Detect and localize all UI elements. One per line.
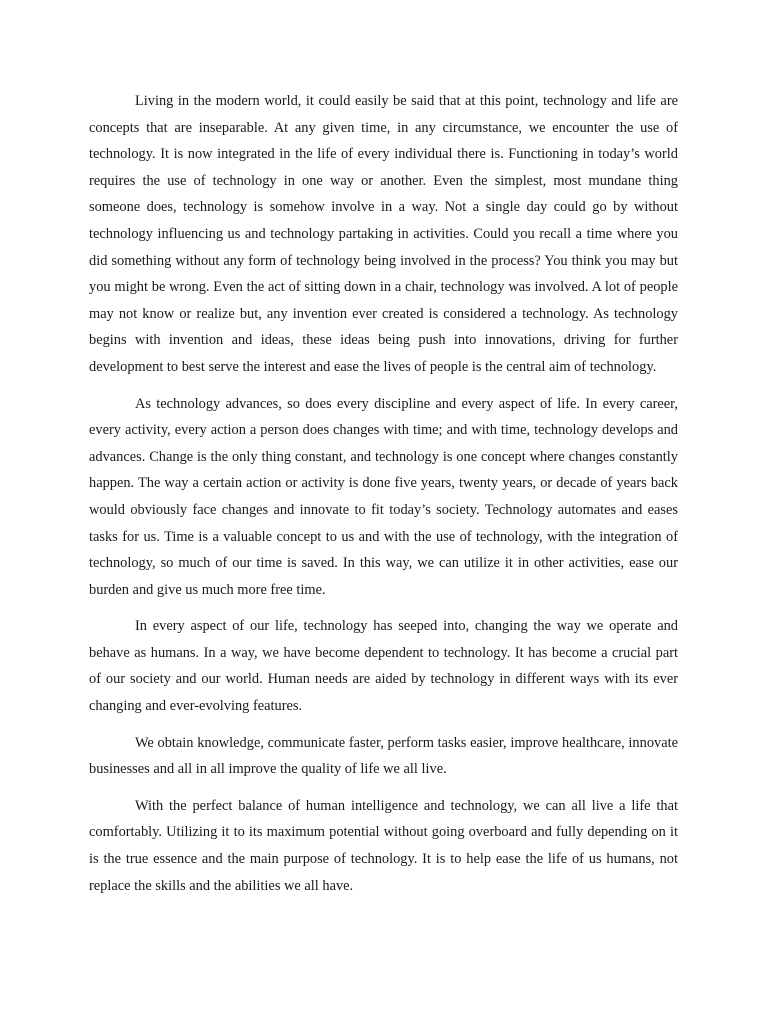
document-body [89,88,678,909]
paragraph-4: We obtain knowledge, communicate faster, perform tasks easier, improve healthcare, innovate businesses and all in all improve the quality of life we all live. [89,734,678,778]
paragraph-2: As technology advances, so does every discipline and every aspect of life. In every career, every activity, every action a person does changes with time; and with time, technology develops and advances. Change is the only thing constant, and technology is one concept where changes constantly happen. The way a certain action or activity is done five years, twenty years, or decade of years back would obviously face changes and innovate to fit today’s society. Technology automates and eases tasks for us. Time is a valuable concept to us and with the use of technology, with the integration of technology, so much of our time is saved. In this way, we can utilize it in other activities, ease our burden and give us much more free time. [89,395,678,598]
paragraph-3: In every aspect of our life, technology has seeped into, changing the way we operate and behave as humans. In a way, we have become dependent to technology. It has become a crucial part of our society and our world. Human needs are aided by technology in different ways with its ever changing and ever-evolving features. [89,618,678,715]
paragraph-5: With the perfect balance of human intelligence and technology, we can all live a life that comfortably. Utilizing it to its maximum potential without going overboard and fully depending on it is the true essence and the main purpose of technology. It is to help ease the life of us humans, not replace the skills and the abilities we all have. [89,797,678,894]
paragraph-1: Living in the modern world, it could easily be said that at this point, technology and life are concepts that are inseparable. At any given time, in any circumstance, we encounter the use of technology. It is now integrated in the life of every individual there is. Functioning in today’s world requires the use of technology in one way or another. Even the simplest, most mundane thing someone does, technology is somehow involve in a way. Not a single day could go by without technology influencing us and technology partaking in activities. Could you recall a time where you did something without any form of technology being involved in the process? You think you may but you might be wrong. Even the act of sitting down in a chair, technology was involved. A lot of people may not know or realize but, any invention ever created is considered a technology. As technology begins with invention and ideas, these ideas being push into innovations, driving for further development to best serve the interest and ease the lives of people is the central aim of technology. [89,93,678,375]
